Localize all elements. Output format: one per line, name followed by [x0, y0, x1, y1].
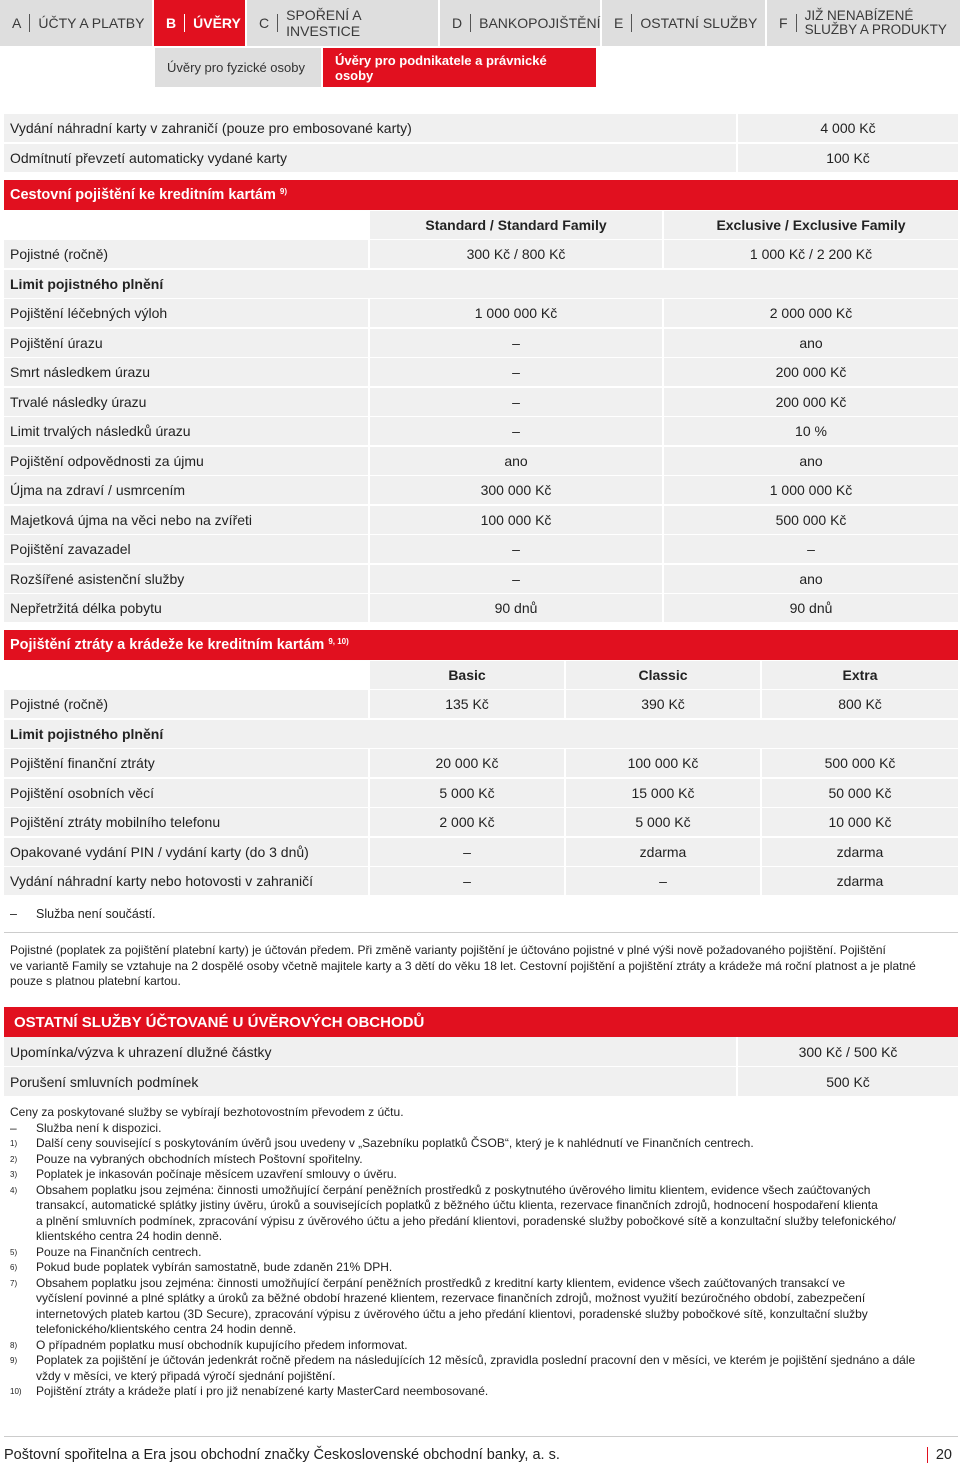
table-header-row: [4, 661, 958, 689]
cell: 800 Kč: [762, 690, 958, 718]
cell: 5 000 Kč: [370, 779, 566, 807]
tab-letter: C: [259, 14, 278, 32]
row-label: Újma na zdraví / usmrcením: [4, 476, 370, 504]
divider: [4, 932, 958, 933]
column-header: Basic: [370, 661, 566, 689]
footnote-line: internetových plateb kartou (3D Secure), zpracování výpisu z úvěrového účtu a jeho předání klientovi, poradenské služby pobočkové sítě, konzultační služby: [36, 1306, 868, 1321]
cell: –: [566, 867, 762, 895]
cell: –: [370, 838, 566, 866]
page-number-separator: [927, 1447, 928, 1463]
tab-letter: E: [614, 14, 632, 32]
cell: ano: [664, 329, 958, 357]
footnote-line: Pojištění ztráty a krádeže platí i pro již nenabízené karty MasterCard neembosované.: [36, 1384, 489, 1398]
cell: –: [370, 358, 664, 386]
note-line: ve variantě Family se vztahuje na 2 dospělé osoby včetně majitele karty a 3 dětí do věku 18 let. Cestovní pojištění a pojištění ztráty a krádeže má roční platnost a je platné: [10, 958, 916, 973]
table-row: [4, 594, 958, 622]
footnote-mark: –: [10, 1120, 17, 1135]
footnote-line: Obsahem poplatku jsou zejména: činnosti umožňující čerpání peněžních prostředků z poskytnutého úvěrového limitu klientem, evidence všech zaúčtovaných: [36, 1182, 871, 1197]
cell: –: [370, 535, 664, 563]
cell: 20 000 Kč: [370, 749, 566, 777]
legend-dash: –: [10, 907, 17, 921]
footnote-line: telefonického/klientského centra 24 hodin denně.: [36, 1322, 297, 1336]
row-label: Upomínka/výzva k uhrazení dlužné částky: [4, 1037, 738, 1066]
footnote-line: transakcí, automatické splátky jistiny úvěru, úroků a souvisejících poplatků z běžného účtu klienta, rezervace finančních zdrojů, hodnocení hospodaření klienta: [36, 1198, 878, 1212]
page-number: [927, 1447, 952, 1463]
footnote-line: klientského centra 24 hodin denně.: [36, 1229, 223, 1243]
footnote-mark: 2): [10, 1154, 18, 1164]
table-row: [4, 299, 958, 327]
tab-letter: A: [12, 14, 30, 32]
column-header: Standard / Standard Family: [370, 211, 664, 239]
column-header: Exclusive / Exclusive Family: [664, 211, 958, 239]
section-title: OSTATNÍ SLUŽBY ÚČTOVANÉ U ÚVĚROVÝCH OBCHODŮ: [14, 1013, 425, 1031]
footnote-text: [36, 1384, 488, 1400]
row-value: 300 Kč / 500 Kč: [738, 1037, 958, 1066]
footnote-text: [36, 1152, 363, 1168]
cell: ano: [664, 447, 958, 475]
cell: –: [370, 417, 664, 445]
row-label: Pojištění ztráty mobilního telefonu: [4, 808, 370, 836]
footnote-line: Poplatek je inkasován počínaje měsícem uzavření smlouvy o úvěru.: [36, 1167, 397, 1181]
footnote-ref: 9): [279, 186, 288, 196]
footnote-mark: 8): [10, 1340, 18, 1350]
section-header-theft-insurance: [4, 630, 958, 660]
table-row: [4, 565, 958, 593]
table-row: [4, 114, 958, 142]
row-label: Pojištění úrazu: [4, 329, 370, 357]
table-row: [4, 447, 958, 475]
footnote-line: a plnění smluvních podmínek, zpracování výpisu z úvěrového účtu a jeho předání klientovi, poradenské služby pobočkové sítě a konzultační služby telefonického/: [36, 1213, 896, 1228]
footnote-ref: 9, 10): [328, 636, 349, 646]
row-label: Opakované vydání PIN / vydání karty (do 3 dnů): [4, 838, 370, 866]
footnote-text: [36, 1338, 408, 1354]
footnote-mark: 10): [10, 1387, 22, 1396]
row-label: Majetková újma na věci nebo na zvířeti: [4, 506, 370, 534]
cell: 500 000 Kč: [664, 506, 958, 534]
table-row: [4, 808, 958, 836]
row-value: 4 000 Kč: [738, 114, 958, 142]
footnote-text: [36, 1167, 397, 1183]
cell: –: [370, 867, 566, 895]
tab-letter: D: [452, 14, 471, 32]
footnote-mark: 7): [10, 1278, 18, 1288]
subtab-business-loans[interactable]: Úvěry pro podnikatele a právnické osoby: [323, 48, 596, 87]
footnote-mark: 9): [10, 1356, 18, 1365]
row-label: Pojištění odpovědnosti za újmu: [4, 447, 370, 475]
cell: 135 Kč: [370, 690, 566, 718]
tab-discontinued[interactable]: [767, 0, 960, 46]
cell: 390 Kč: [566, 690, 762, 718]
table-row: [4, 388, 958, 416]
footnote-text: [36, 1136, 754, 1152]
row-label: Pojistné (ročně): [4, 240, 370, 268]
footnote: [10, 1183, 950, 1245]
sub-navigation: [155, 48, 596, 87]
table-legend: [10, 907, 156, 923]
cell: 1 000 Kč / 2 200 Kč: [664, 240, 958, 268]
footnote-mark: 5): [10, 1247, 18, 1257]
row-label: Vydání náhradní karty nebo hotovosti v zahraničí: [4, 867, 370, 895]
cell: 90 dnů: [370, 594, 664, 622]
header-spacer: [4, 661, 370, 689]
tab-label-line2: SLUŽBY A PRODUKTY: [804, 22, 947, 37]
section-title: Cestovní pojištění ke kreditním kartám: [10, 187, 276, 203]
cell: 300 000 Kč: [370, 476, 664, 504]
tab-label-line1: JIŽ NENABÍZENÉ: [804, 8, 914, 23]
cell: zdarma: [762, 867, 958, 895]
footnote: [10, 1136, 950, 1152]
cell: –: [370, 329, 664, 357]
divider: [4, 1436, 958, 1437]
column-header: Classic: [566, 661, 762, 689]
table-row: [4, 358, 958, 386]
page-number-value: 20: [935, 1447, 952, 1463]
row-label: Porušení smluvních podmínek: [4, 1067, 738, 1096]
header-spacer: [4, 211, 370, 239]
row-label: Nepřetržitá délka pobytu: [4, 594, 370, 622]
table-row: [4, 720, 958, 748]
footnote-text: [36, 1121, 161, 1137]
footnote-text: [36, 1353, 915, 1384]
section-header-other-services: [4, 1007, 958, 1037]
footnote: [10, 1260, 950, 1276]
footnote: [10, 1384, 950, 1400]
row-label: Rozšířené asistenční služby: [4, 565, 370, 593]
row-label: Pojištění osobních věcí: [4, 779, 370, 807]
footnote-line: O případném poplatku musí obchodník kupujícího předem informovat.: [36, 1337, 408, 1352]
row-label: Vydání náhradní karty v zahraničí (pouze pro embosované karty): [4, 114, 738, 142]
footnote-mark: 1): [10, 1139, 18, 1148]
footnote-line: Pouze na Finančních centrech.: [36, 1244, 202, 1259]
footnote-text: [36, 1183, 896, 1245]
footnote: [10, 1338, 950, 1354]
table-row: [4, 240, 958, 268]
row-label: Trvalé následky úrazu: [4, 388, 370, 416]
tab-accounts[interactable]: [0, 0, 152, 46]
footnote-line: Služba není k dispozici.: [36, 1120, 162, 1135]
cell: 2 000 Kč: [370, 808, 566, 836]
cell: 10 000 Kč: [762, 808, 958, 836]
table-row: [4, 535, 958, 563]
footnote-line: Poplatek za pojištění je účtován jedenkrát ročně předem na následujících 12 měsíců, zpravidla poslední pracovní den v měsíci, ve kterém je pojištění sjednáno a dále: [36, 1353, 916, 1367]
row-label: Pojištění finanční ztráty: [4, 749, 370, 777]
tab-letter: F: [779, 14, 797, 32]
tab-label: ÚVĚRY: [193, 15, 241, 31]
footnote-line: Pouze na vybraných obchodních místech Poštovní spořitelny.: [36, 1151, 363, 1166]
row-label: Odmítnutí převzetí automaticky vydané karty: [4, 144, 738, 172]
footnote-mark: 6): [10, 1263, 18, 1272]
table-row: [4, 779, 958, 807]
cell: zdarma: [566, 838, 762, 866]
table-row: [4, 329, 958, 357]
cell: 200 000 Kč: [664, 358, 958, 386]
row-label: Smrt následkem úrazu: [4, 358, 370, 386]
tab-bankinsurance[interactable]: [440, 0, 600, 46]
cell: 500 000 Kč: [762, 749, 958, 777]
cell: ano: [664, 565, 958, 593]
cell: 2 000 000 Kč: [664, 299, 958, 327]
footnote-text: [36, 1245, 201, 1261]
tab-label: ÚČTY A PLATBY: [38, 15, 145, 31]
table-row: [4, 867, 958, 895]
row-label: Limit pojistného plnění: [4, 270, 958, 298]
table-row: [4, 476, 958, 504]
premium-note: [10, 943, 955, 990]
row-label: Pojištění zavazadel: [4, 535, 370, 563]
cell: 200 000 Kč: [664, 388, 958, 416]
cell: –: [664, 535, 958, 563]
cell: 100 000 Kč: [370, 506, 664, 534]
cell: ano: [370, 447, 664, 475]
note-line: Pojistné (poplatek za pojištění platební karty) je účtován předem. Při změně varianty pojištění je účtováno pojistné v plné výši nově požadovaného pojištění. Pojištění: [10, 943, 886, 957]
cell: 90 dnů: [664, 594, 958, 622]
subtab-personal-loans[interactable]: Úvěry pro fyzické osoby: [155, 48, 321, 87]
cell: 100 000 Kč: [566, 749, 762, 777]
cell: 1 000 000 Kč: [664, 476, 958, 504]
cell: 5 000 Kč: [566, 808, 762, 836]
footnotes: [10, 1105, 950, 1400]
footnote-text: [36, 1276, 868, 1338]
cell: 15 000 Kč: [566, 779, 762, 807]
row-label: Limit pojistného plnění: [4, 720, 958, 748]
table-row: [4, 417, 958, 445]
table-row: [4, 506, 958, 534]
footnote-line: vyčíslení povinné a plné splátky a úroků za běžné období hrazené klientem, rezervace finančních zdrojů, možnost využití bezúročného období, zabezpečení: [36, 1291, 866, 1305]
table-row: [4, 838, 958, 866]
footnote-mark: 4): [10, 1185, 18, 1195]
footnote-line: Obsahem poplatku jsou zejména: činnosti umožňující čerpání peněžních prostředků z kreditní karty klientem, evidence všech zaúčtovaných transakcí ve: [36, 1275, 846, 1290]
footnote: [10, 1152, 950, 1168]
legend-text: Služba není součástí.: [36, 907, 156, 921]
cell: zdarma: [762, 838, 958, 866]
cell: 50 000 Kč: [762, 779, 958, 807]
row-label: Pojistné (ročně): [4, 690, 370, 718]
tab-other-services[interactable]: [602, 0, 765, 46]
table-row: [4, 1067, 958, 1096]
tab-label: OSTATNÍ SLUŽBY: [640, 15, 758, 31]
footnote-line: Další ceny související s poskytováním úvěrů jsou uvedeny v „Sazebníku poplatků ČSOB“, který je k nahlédnutí ve Finančních centrech.: [36, 1136, 754, 1150]
footnote-line: Pokud bude poplatek vybírán samostatně, bude zdaněn 21% DPH.: [36, 1260, 393, 1274]
tab-letter: B: [166, 14, 185, 32]
row-label: Pojištění léčebných výloh: [4, 299, 370, 327]
tab-label: [805, 9, 947, 37]
table-header-row: [4, 211, 958, 239]
footnote-line: vždy v měsíci, ve který připadá výročí sjednání pojištění.: [36, 1368, 336, 1383]
footnote: [10, 1121, 950, 1137]
note-line: pouze s platnou platební kartou.: [10, 974, 181, 988]
cell: 1 000 000 Kč: [370, 299, 664, 327]
table-row: [4, 749, 958, 777]
table-row: [4, 144, 958, 172]
row-label: Limit trvalých následků úrazu: [4, 417, 370, 445]
tab-loans[interactable]: [154, 0, 245, 46]
section-title: Pojištění ztráty a krádeže ke kreditním kartám: [10, 637, 325, 653]
footnote-mark: 3): [10, 1170, 18, 1179]
section-header-travel-insurance: [4, 180, 958, 210]
footnote-text: [36, 1260, 392, 1276]
footnote: [10, 1353, 950, 1384]
footnote: [10, 1245, 950, 1261]
cell: 300 Kč / 800 Kč: [370, 240, 664, 268]
tab-label: SPOŘENÍ A INVESTICE: [286, 7, 361, 39]
footer-text: Poštovní spořitelna a Era jsou obchodní značky Československé obchodní banky, a. s.: [4, 1447, 560, 1463]
table-row: [4, 1037, 958, 1066]
row-value: 100 Kč: [738, 144, 958, 172]
column-header: Extra: [762, 661, 958, 689]
cell: –: [370, 565, 664, 593]
table-row: [4, 690, 958, 718]
table-row: [4, 270, 958, 298]
cell: 10 %: [664, 417, 958, 445]
tab-savings[interactable]: [247, 0, 438, 46]
tab-label: BANKOPOJIŠTĚNÍ: [479, 15, 601, 31]
footnote: [10, 1167, 950, 1183]
footnotes-intro: Ceny za poskytované služby se vybírají bezhotovostním převodem z účtu.: [10, 1105, 404, 1119]
cell: –: [370, 388, 664, 416]
top-navigation: [0, 0, 960, 46]
footnote: [10, 1276, 950, 1338]
row-value: 500 Kč: [738, 1067, 958, 1096]
footnote-list: [10, 1121, 950, 1400]
